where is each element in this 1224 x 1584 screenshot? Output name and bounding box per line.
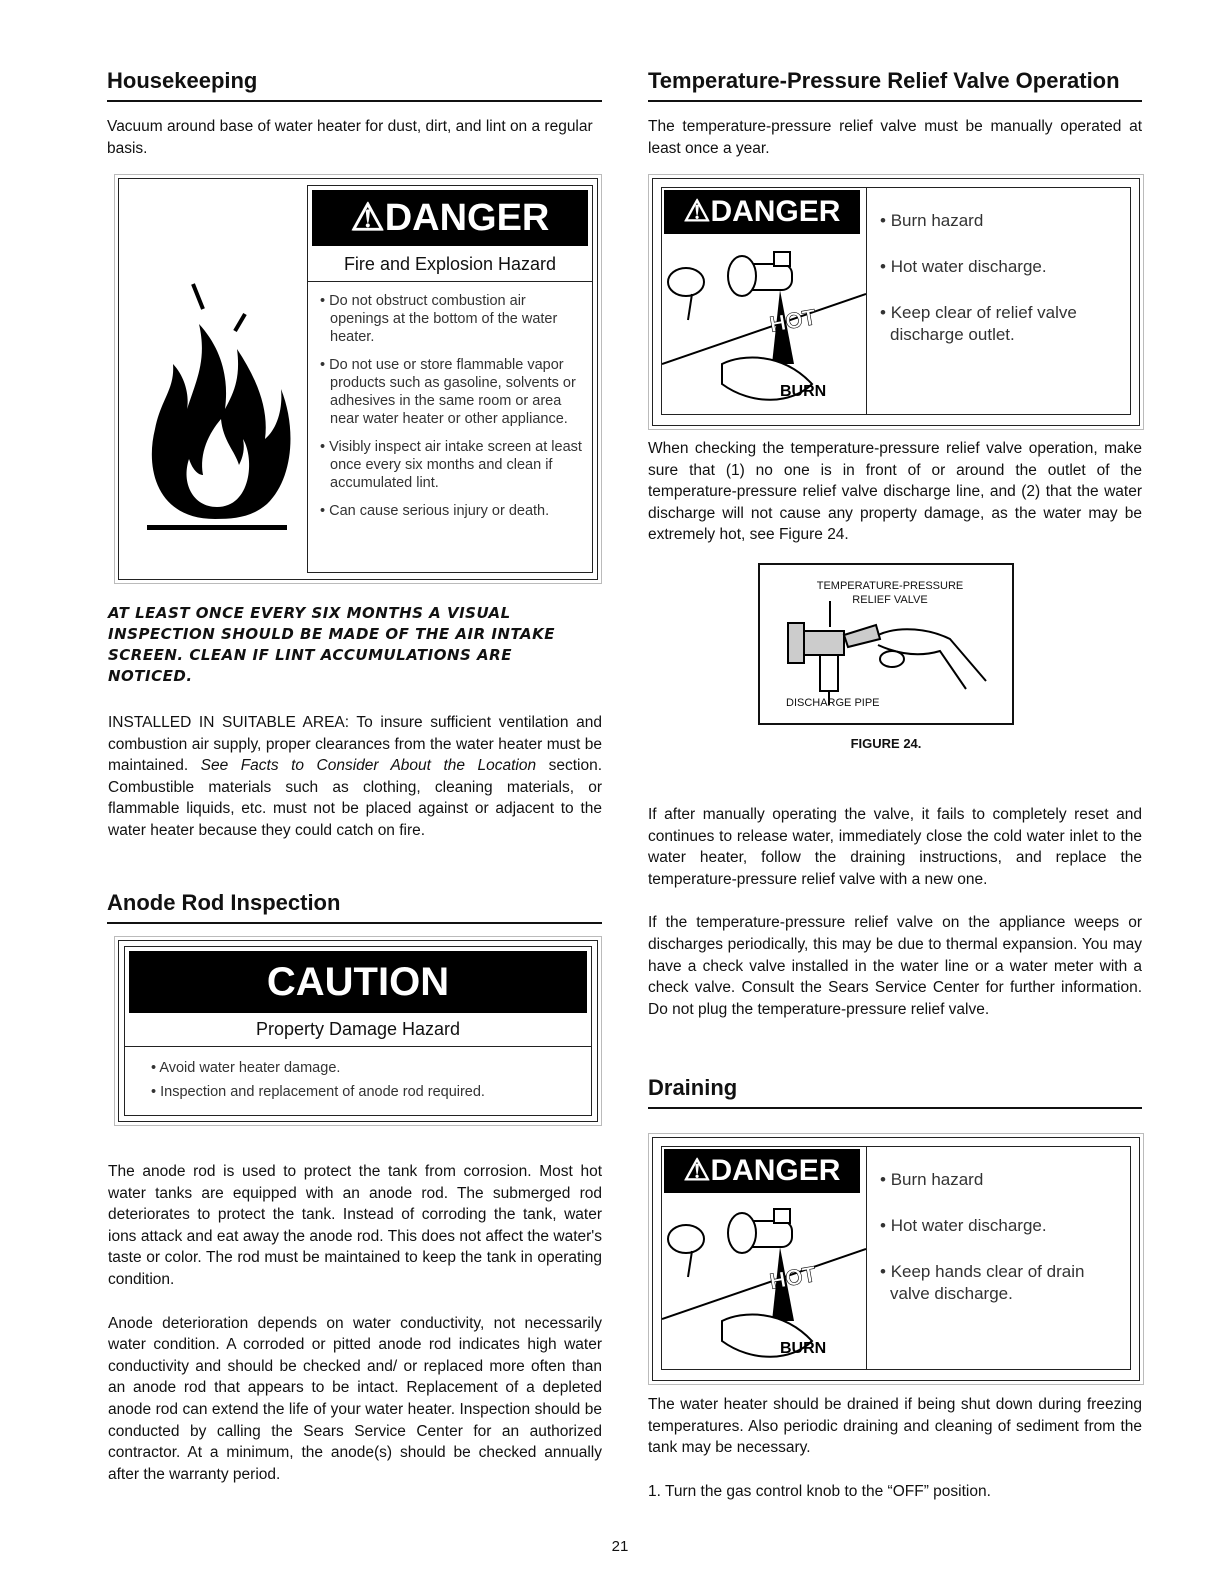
tpr-danger-panel (661, 187, 1131, 415)
draining-danger-panel (661, 1146, 1131, 1370)
anode-paragraph-1: The anode rod is used to protect the tank from corrosion. Most hot water tanks are equipped with an anode rod. The submerged rod deteriorates to protect the tank. Instead of corroding the tank, water ions attack and eat away the anode rod. This does not affect the water's taste or color. The rod must be maintained to keep the tank in operating condition. (108, 1163, 602, 1288)
warning-triangle-icon: ⚠ (350, 197, 385, 239)
svg-text:BURN: BURN (780, 1340, 827, 1357)
danger-banner: ⚠DANGER (664, 1149, 860, 1193)
list-item: • Burn hazard (880, 211, 984, 230)
list-item: • Do not obstruct combustion air openings at the bottom of the water heater. (320, 293, 558, 345)
danger-banner: ⚠DANGER (312, 190, 588, 246)
figure-label-top: TEMPERATURE-PRESSURE RELIEF VALVE (816, 580, 964, 606)
list-item: • Inspection and replacement of anode rod required. (151, 1084, 485, 1100)
figure-label-bottom: DISCHARGE PIPE (786, 697, 880, 709)
tpr-paragraph-2: If after manually operating the valve, it fails to completely reset and continues to release water, immediately close the cold water inlet to the water heater, follow the draining instructions, and replace the temperature-pressure relief valve with a new one. (648, 806, 1142, 888)
draining-heading: Draining (648, 1073, 1142, 1109)
warning-triangle-icon: ⚠ (683, 1154, 711, 1187)
lint-inspection-warning: AT LEAST ONCE EVERY SIX MONTHS A VISUAL INSPECTION SHOULD BE MADE OF THE AIR INTAKE SCREEN. CLEAN IF LINT ACCUMULATIONS ARE NOTICED. (108, 604, 556, 685)
installed-paragraph (108, 712, 602, 842)
draining-hazard-list (878, 1169, 1122, 1315)
burn-illustration (662, 1147, 867, 1369)
installed-text-2: section. Combustible materials such as clothing, cleaning materials, or flammable liquids, etc. must not be placed against or adjacent to the water heater because they could catch on fire. (108, 757, 603, 839)
page-number: 21 (611, 1538, 629, 1555)
caution-list (125, 1047, 591, 1101)
installed-text: INSTALLED IN SUITABLE AREA: To insure sufficient ventilation and combustion air supply, proper clearances from the water heater must be maintained. (108, 714, 602, 775)
property-hazard-subtitle: Property Damage Hazard (125, 1013, 591, 1047)
danger-banner: ⚠DANGER (664, 190, 860, 234)
tpr-hazard-list (878, 210, 1122, 356)
list-item: • Keep clear of relief valve discharge outlet. (880, 303, 1077, 344)
figure-24 (758, 563, 1014, 725)
caution-box (118, 940, 598, 1122)
location-reference: See Facts to Consider About the Location (200, 757, 537, 775)
burn-illustration (662, 188, 867, 414)
anode-heading: Anode Rod Inspection (107, 888, 602, 924)
left-column (107, 66, 602, 159)
list-item: • Avoid water heater damage. (151, 1060, 341, 1076)
relief-valve-hand-icon (760, 595, 1012, 705)
caution-panel (124, 946, 592, 1116)
caution-banner: CAUTION (129, 951, 587, 1013)
tpr-danger-box (652, 178, 1140, 426)
tpr-paragraph-3: If the temperature-pressure relief valve on the appliance weeps or discharges periodically, this may be due to thermal expansion. You may have a check valve installed in the water line or a water meter with a check valve. Consult the Sears Service Center for further information. Do not plug the temperature-pressure relief valve. (648, 914, 1142, 1018)
list-item: • Visibly inspect air intake screen at least once every six months and clean if accumulated lint. (320, 439, 582, 491)
draining-danger-box (652, 1137, 1140, 1381)
faucet-hand-icon (662, 234, 866, 414)
svg-text:HOT: HOT (767, 1261, 818, 1294)
tpr-heading: Temperature-Pressure Relief Valve Operation (648, 66, 1142, 102)
draining-paragraph-1: The water heater should be drained if being shut down during freezing temperatures. Also periodic draining and cleaning of sediment from the tank may be necessary. (648, 1396, 1142, 1457)
fire-danger-panel (307, 185, 593, 573)
list-item: • Keep hands clear of drain valve discharge. (880, 1262, 1085, 1303)
fire-hazard-subtitle: Fire and Explosion Hazard (308, 246, 592, 282)
flame-icon (137, 269, 297, 539)
anode-paragraph-2: Anode deterioration depends on water conductivity, not necessarily water condition. A corroded or pitted anode rod indicates high water conductivity and should be checked and/ or replaced more often than an anode rod that appears to be intact. Replacement of a depleted anode rod can extend the life of your water heater. Inspection should be conducted by calling the Sears Service Center for an authorized contractor. At a minimum, the anode(s) should be checked annually after the warranty period. (108, 1314, 602, 1483)
tpr-intro: The temperature-pressure relief valve must be manually operated at least once a year. (648, 118, 1142, 157)
svg-text:HOT: HOT (767, 304, 818, 337)
list-item: • Do not use or store flammable vapor products such as gasoline, solvents or adhesives in the same room or area near water heater or other appliance. (320, 357, 576, 427)
list-item: • Hot water discharge. (880, 1216, 1047, 1235)
draining-step-1: 1. Turn the gas control knob to the “OFF” position. (648, 1482, 991, 1500)
figure-caption: FIGURE 24. (850, 736, 922, 751)
housekeeping-intro: Vacuum around base of water heater for dust, dirt, and lint on a regular basis. (107, 118, 593, 157)
tpr-paragraph-1: When checking the temperature-pressure relief valve operation, make sure that (1) no one is in front of or around the outlet of the temperature-pressure relief valve discharge line, and (2) that the water discharge will not cause any property damage, as the water may be extremely hot, see Figure 24. (648, 440, 1142, 544)
list-item: • Hot water discharge. (880, 257, 1047, 276)
fire-danger-box (118, 178, 598, 580)
right-column (648, 66, 1142, 159)
faucet-hand-icon (662, 1193, 866, 1369)
list-item: • Burn hazard (880, 1170, 984, 1189)
warning-triangle-icon: ⚠ (683, 195, 711, 228)
svg-text:BURN: BURN (780, 383, 827, 400)
list-item: • Can cause serious injury or death. (320, 503, 550, 519)
housekeeping-heading: Housekeeping (107, 66, 602, 102)
fire-hazard-list (308, 282, 592, 520)
